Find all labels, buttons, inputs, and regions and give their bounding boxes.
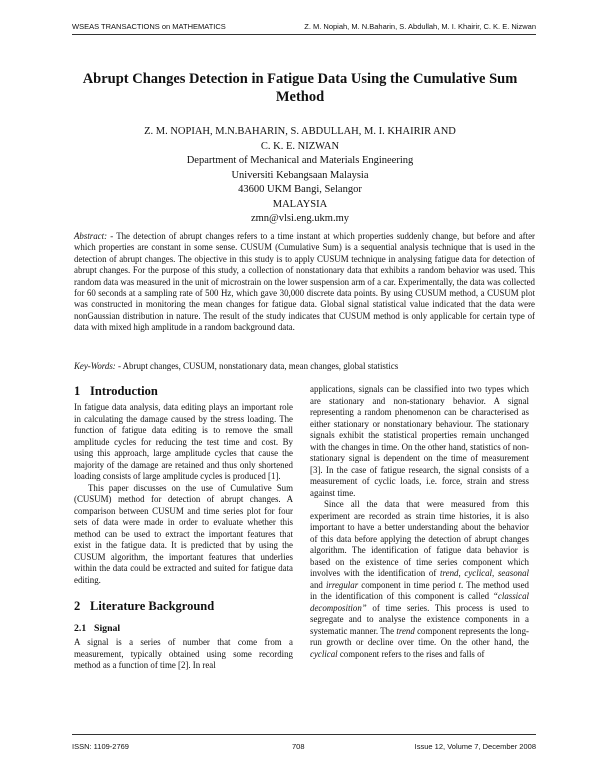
signal-paragraph-2: Since all the data that were measured from this experiment are recorded as strain time histories, it is also important to have a better understanding about the behavior of this data before applying the detection of abrupt changes algorithm. The identification of fatigue data behavior is based on the existence of time series component which involves with the identification of trend, cyclical, seasonal and irregular component in time period t. The method used in the identification of this component is called “classical decomposition” of time series. This process is used to segregate and to analyse the existence components in a systematic manner. The trend component represents the long-run growth or decline over time. On the other hand, the cyclical component refers to the rises and falls of <box>310 499 530 659</box>
keywords-label: Key-Words: - <box>74 361 121 371</box>
author-names-line2: C. K. E. NIZWAN <box>260 140 340 152</box>
left-column <box>74 384 293 672</box>
section-heading-literature: 2 Literature Background <box>74 599 215 613</box>
author-names-line1: Z. M. NOPIAH, M.N.BAHARIN, S. ABDULLAH, M. I. KHAIRIR AND <box>144 126 456 137</box>
running-header-authors: Z. M. Nopiah, M. N.Baharin, S. Abdullah, M. I. Khairir, C. K. E. Nizwan <box>304 22 536 31</box>
author-email: zmn@vlsi.eng.ukm.my <box>250 213 350 224</box>
author-country: MALAYSIA <box>272 198 328 210</box>
footer-rule <box>72 734 536 735</box>
signal-paragraph-continued: applications, signals can be classified into two types which are stationary and non-stationary behavior. A signal representing a random phenomenon can be characterised as either stationary or nonstationary behaviour. The stationary signals exhibit the statistical properties remain unchanged with the changes in time. On the other hand, statistics of non-stationary signal is dependent on the time of measurement [3]. In the case of fatigue research, the signal consists of a measurement of cyclic loads, i.e. force, strain and stress against time. <box>310 384 529 498</box>
right-column <box>310 384 529 660</box>
intro-paragraph-1: In fatigue data analysis, data editing plays an important role in calculating the damage caused by the stress loading. The function of fatigue data editing is to remove the small amplitude cycles for reducing the test time and cost. By using this approach, large amplitude cycles that cause the majority of the damage are retained and thus only shortened loading consists of large amplitude cycles is produced [1]. <box>74 402 293 481</box>
section-heading-introduction: 1 Introduction <box>74 384 158 398</box>
author-city: 43600 UKM Bangi, Selangor <box>238 184 362 195</box>
subsection-heading-signal: 2.1 Signal <box>74 623 121 634</box>
author-block <box>110 125 490 227</box>
abstract-label: Abstract: <box>74 231 108 241</box>
signal-paragraph-1: A signal is a series of number that come from a measurement, typically obtained using some recording method as a function of time [2]. In real <box>74 637 293 670</box>
author-department: Department of Mechanical and Materials Engineering <box>186 155 414 166</box>
keywords-text: Abrupt changes, CUSUM, nonstationary data, mean changes, global statistics <box>120 361 399 371</box>
footer-issn: ISSN: 1109-2769 <box>72 742 129 751</box>
abstract-text: - The detection of abrupt changes refers to a time instant at which properties suddenly change, but before and after which properties are constant in some sense. CUSUM (Cumulative Sum) is a sequential analysis technique that is used in the detection of abrupt changes. The objective in this study is to apply CUSUM technique in analysing fatigue data for detection of abrupt changes. For the purpose of this study, a collection of nonstationary data that exhibits a random behavior was used. This random data was measured in the unit of microstrain on the lower suspension arm of a car. Experimentally, the data was collected for 60 seconds at a sampling rate of 500 Hz, which gave 30,000 discrete data points. By using CUSUM method, a CUSUM plot was constructed in monitoring the mean changes for fatigue data. Global signal statistical value indicated that the data were nonGaussian distribution in nature. The result of the study indicates that CUSUM method is only applicable for certain type of data with mixed high amplitude in a random background data. <box>74 231 535 333</box>
footer-page-number: 708 <box>292 742 305 751</box>
abstract <box>74 231 535 334</box>
footer-issue: Issue 12, Volume 7, December 2008 <box>414 742 536 751</box>
running-header-journal: WSEAS TRANSACTIONS on MATHEMATICS <box>72 22 226 31</box>
header-rule <box>72 34 536 35</box>
paper-title: Abrupt Changes Detection in Fatigue Data Using the Cumulative Sum Method <box>82 71 518 105</box>
intro-paragraph-2: This paper discusses on the use of Cumulative Sum (CUSUM) method for detection of abrupt changes. A comparison between CUSUM and time series plot for four sets of data were made in order to evaluate whether this method can be used to extract the important features that exist in the fatigue data. It is predicted that by using the CUSUM algorithm, the important features that underlies within the data could be extracted and suited for fatigue data editing. <box>74 482 293 585</box>
keywords <box>74 361 535 372</box>
author-university: Universiti Kebangsaan Malaysia <box>231 169 369 181</box>
